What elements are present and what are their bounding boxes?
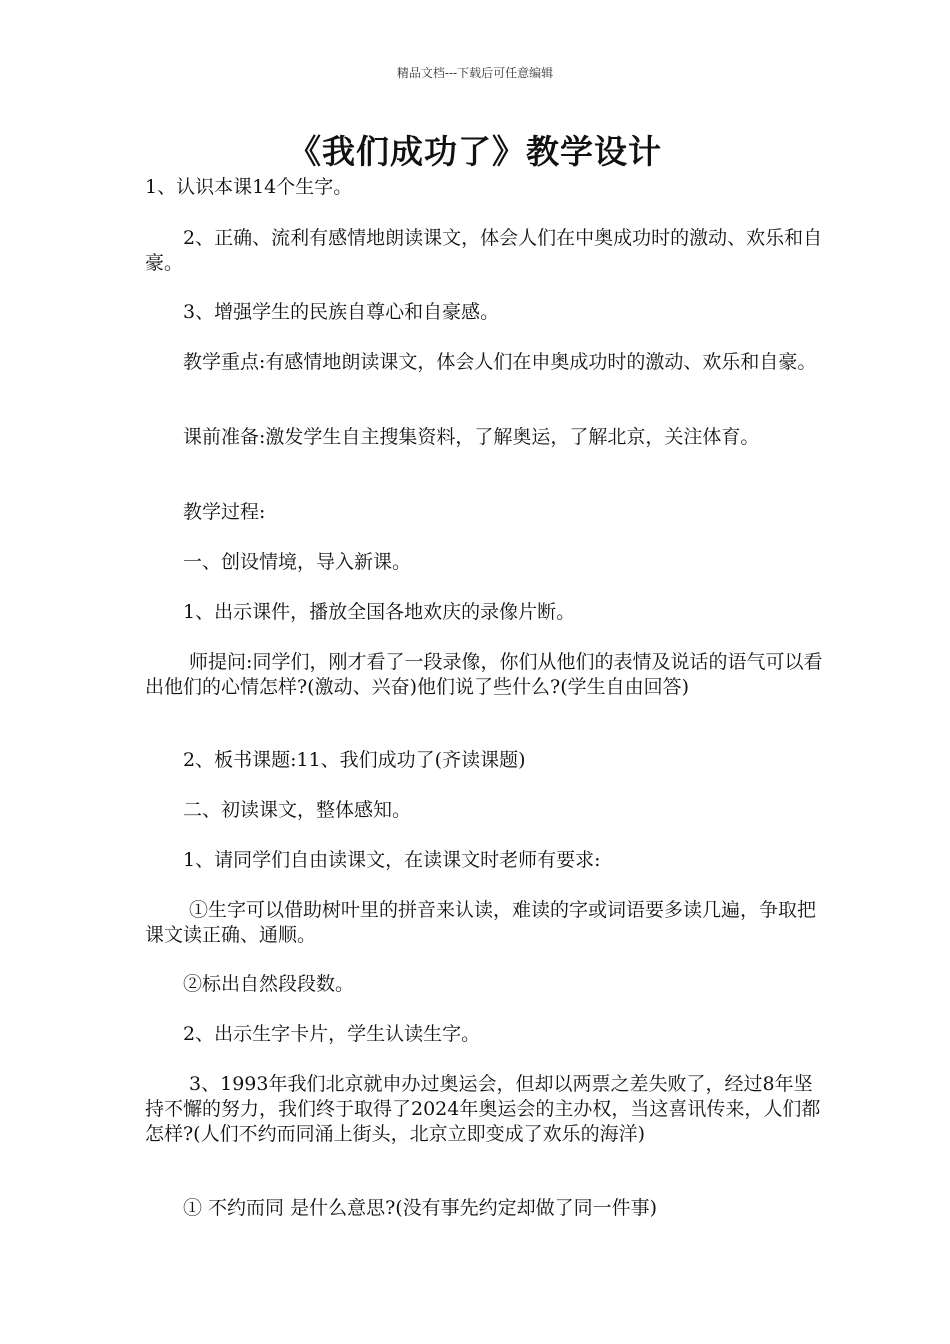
paragraph-requirement-1: ①生字可以借助树叶里的拼音来认读，难读的字或词语要多读几遍，争取把课文读正确、通顺。	[145, 899, 817, 946]
paragraph-character-cards: 2、出示生字卡片，学生认读生字。	[145, 1023, 481, 1045]
paragraph-teacher-question: 师提问:同学们，刚才看了一段录像，你们从他们的表情及说话的语气可以看出他们的心情怎样?(激动、兴奋)他们说了些什么?(学生自由回答)	[145, 651, 823, 698]
paragraph-section-1: 一、创设情境，导入新课。	[145, 551, 412, 573]
page-header: 精品文档---下载后可任意编辑	[396, 66, 554, 80]
paragraph-requirement-2: ②标出自然段段数。	[145, 973, 355, 995]
paragraph-objective-3: 3、增强学生的民族自尊心和自豪感。	[145, 301, 500, 323]
paragraph-reading-requirements: 1、请同学们自由读课文，在读课文时老师有要求:	[145, 849, 601, 871]
paragraph-key-points: 教学重点:有感情地朗读课文，体会人们在申奥成功时的激动、欢乐和自豪。	[145, 351, 817, 373]
document-title: 《我们成功了》教学设计	[288, 132, 662, 171]
paragraph-question-1: ① 不约而同 是什么意思?(没有事先约定却做了同一件事)	[145, 1197, 658, 1219]
paragraph-step-2: 2、板书课题:11、我们成功了(齐读课题)	[145, 749, 526, 771]
paragraph-process-heading: 教学过程:	[145, 501, 266, 523]
paragraph-step-1: 1、出示课件，播放全国各地欢庆的录像片断。	[145, 601, 576, 623]
paragraph-objective-2: 2、正确、流利有感情地朗读课文，体会人们在中奥成功时的激动、欢乐和自豪。	[145, 227, 823, 274]
paragraph-preparation: 课前准备:激发学生自主搜集资料，了解奥运，了解北京，关注体育。	[145, 426, 760, 448]
paragraph-step-3: 3、1993年我们北京就申办过奥运会，但却以两票之差失败了，经过8年坚持不懈的努力，我们终于取得了2024年奥运会的主办权，当这喜讯传来，人们都怎样?(人们不约而同涌上街头，北京立即变成了欢乐的海洋)	[145, 1073, 821, 1145]
paragraph-section-2: 二、初读课文，整体感知。	[145, 799, 412, 821]
paragraph-objective-1: 1、认识本课14个生字。	[145, 176, 353, 198]
